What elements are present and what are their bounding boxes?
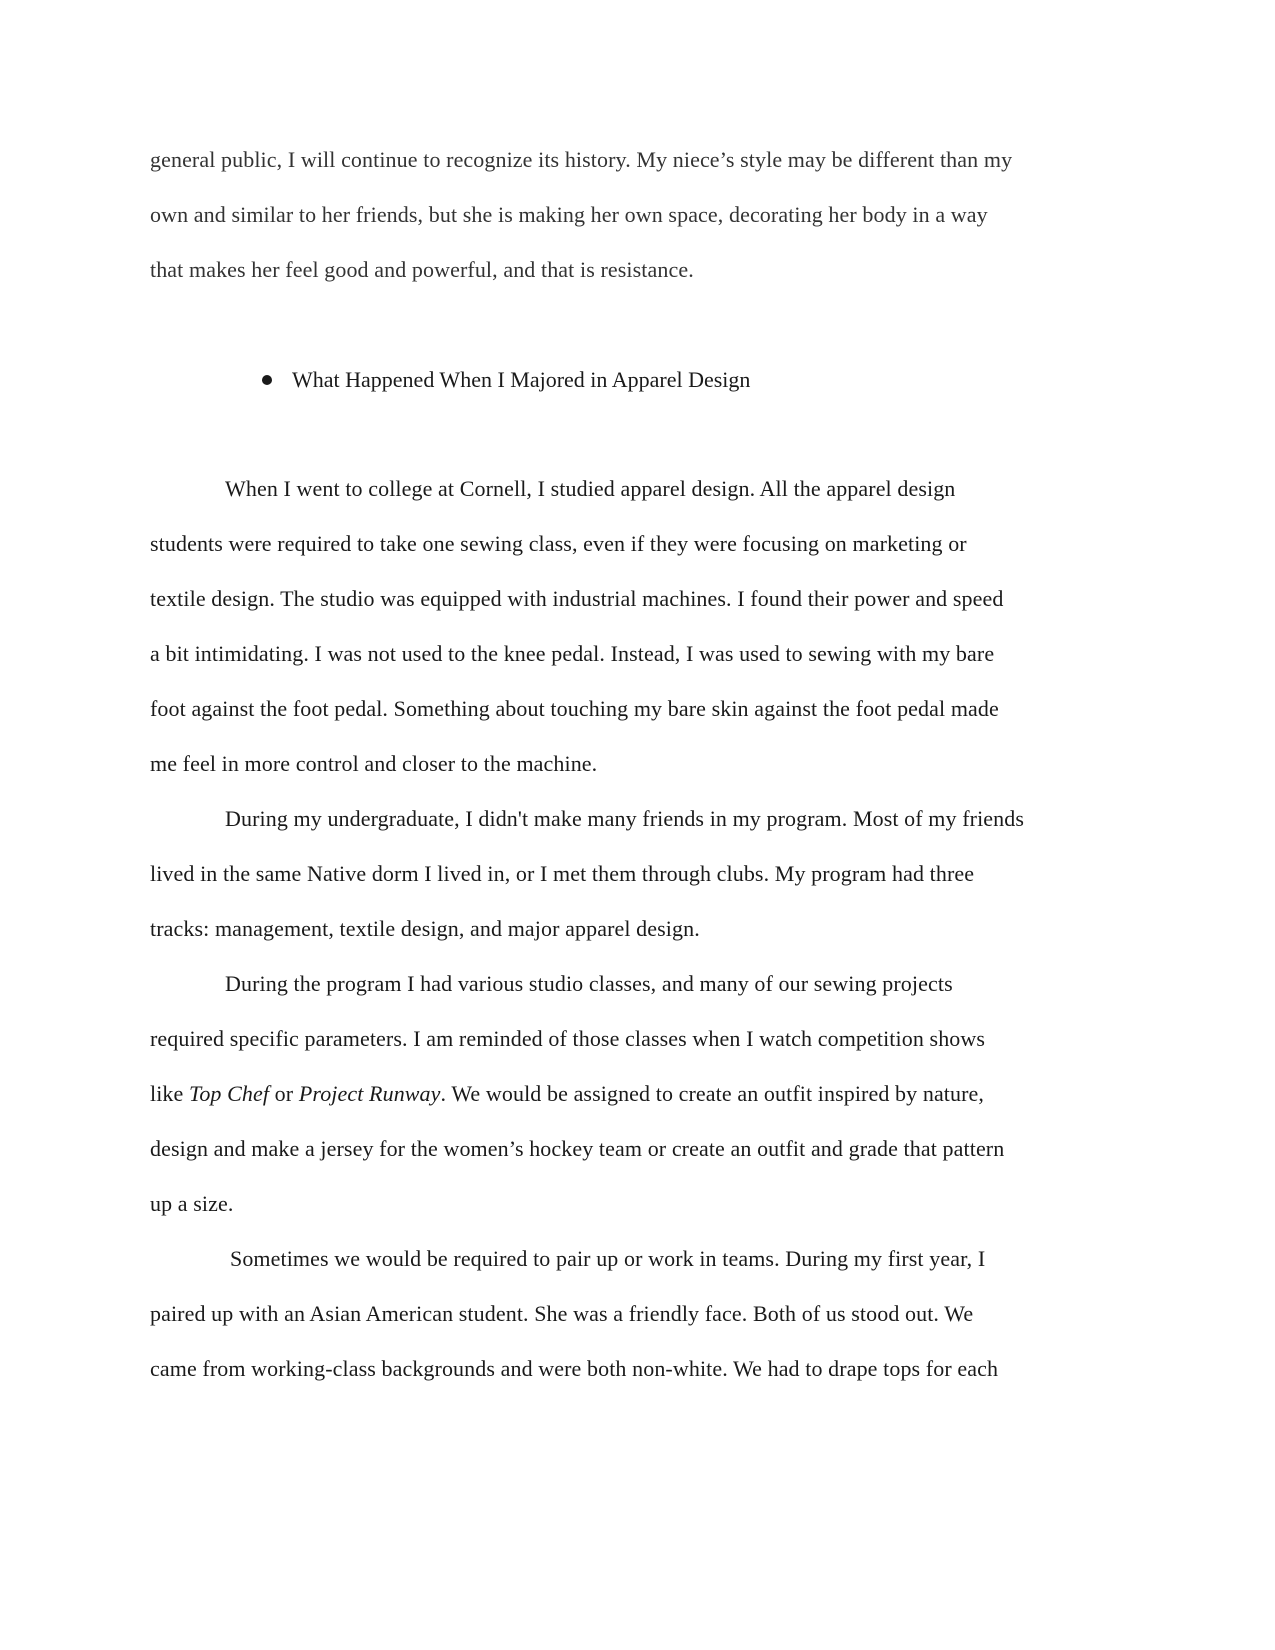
paragraph-1-line-5: foot against the foot pedal. Something about touching my bare skin against the foot pedal made: [150, 696, 999, 721]
show-title-project-runway: Project Runway: [298, 1081, 441, 1106]
paragraph-1-line-4: a bit intimidating. I was not used to the knee pedal. Instead, I was used to sewing with my bare: [150, 641, 995, 666]
intro-line-1: general public, I will continue to recognize its history. My niece’s style may be different than my: [150, 147, 1013, 172]
show-title-top-chef: Top Chef: [189, 1081, 270, 1106]
paragraph-4-line-1: Sometimes we would be required to pair up or work in teams. During my first year, I: [230, 1246, 986, 1271]
paragraph-4-line-2: paired up with an Asian American student. She was a friendly face. Both of us stood out. We: [150, 1301, 974, 1326]
paragraph-2-line-3: tracks: management, textile design, and major apparel design.: [150, 916, 700, 941]
paragraph-3-line-5: up a size.: [150, 1191, 234, 1216]
intro-line-2: own and similar to her friends, but she is making her own space, decorating her body in a way: [150, 202, 988, 227]
paragraph-2-line-2: lived in the same Native dorm I lived in, or I met them through clubs. My program had three: [150, 861, 975, 886]
paragraph-2-line-1: During my undergraduate, I didn't make many friends in my program. Most of my friends: [225, 806, 1025, 831]
paragraph-3-line-1: During the program I had various studio classes, and many of our sewing projects: [225, 971, 953, 996]
paragraph-1-line-1: When I went to college at Cornell, I studied apparel design. All the apparel design: [225, 476, 956, 501]
paragraph-3-line-3-suffix: . We would be assigned to create an outfit inspired by nature,: [440, 1081, 985, 1106]
section-heading: [262, 365, 750, 395]
bullet-icon: [262, 375, 272, 385]
paragraph-1-line-2: students were required to take one sewing class, even if they were focusing on marketing or: [150, 531, 967, 556]
paragraph-4-line-3: came from working-class backgrounds and were both non-white. We had to drape tops for each: [150, 1356, 999, 1381]
paragraph-1-line-3: textile design. The studio was equipped with industrial machines. I found their power and speed: [150, 586, 1004, 611]
paragraph-3-line-3: [150, 1079, 984, 1109]
paragraph-3-line-4: design and make a jersey for the women’s hockey team or create an outfit and grade that pattern: [150, 1136, 1005, 1161]
paragraph-3-line-3-prefix: like: [150, 1081, 189, 1106]
paragraph-3-line-3-middle: or: [269, 1081, 299, 1106]
section-heading-text: What Happened When I Majored in Apparel Design: [292, 367, 751, 392]
paragraph-3-line-2: required specific parameters. I am reminded of those classes when I watch competition shows: [150, 1026, 986, 1051]
paragraph-1-line-6: me feel in more control and closer to the machine.: [150, 751, 598, 776]
intro-line-3: that makes her feel good and powerful, and that is resistance.: [150, 257, 694, 282]
